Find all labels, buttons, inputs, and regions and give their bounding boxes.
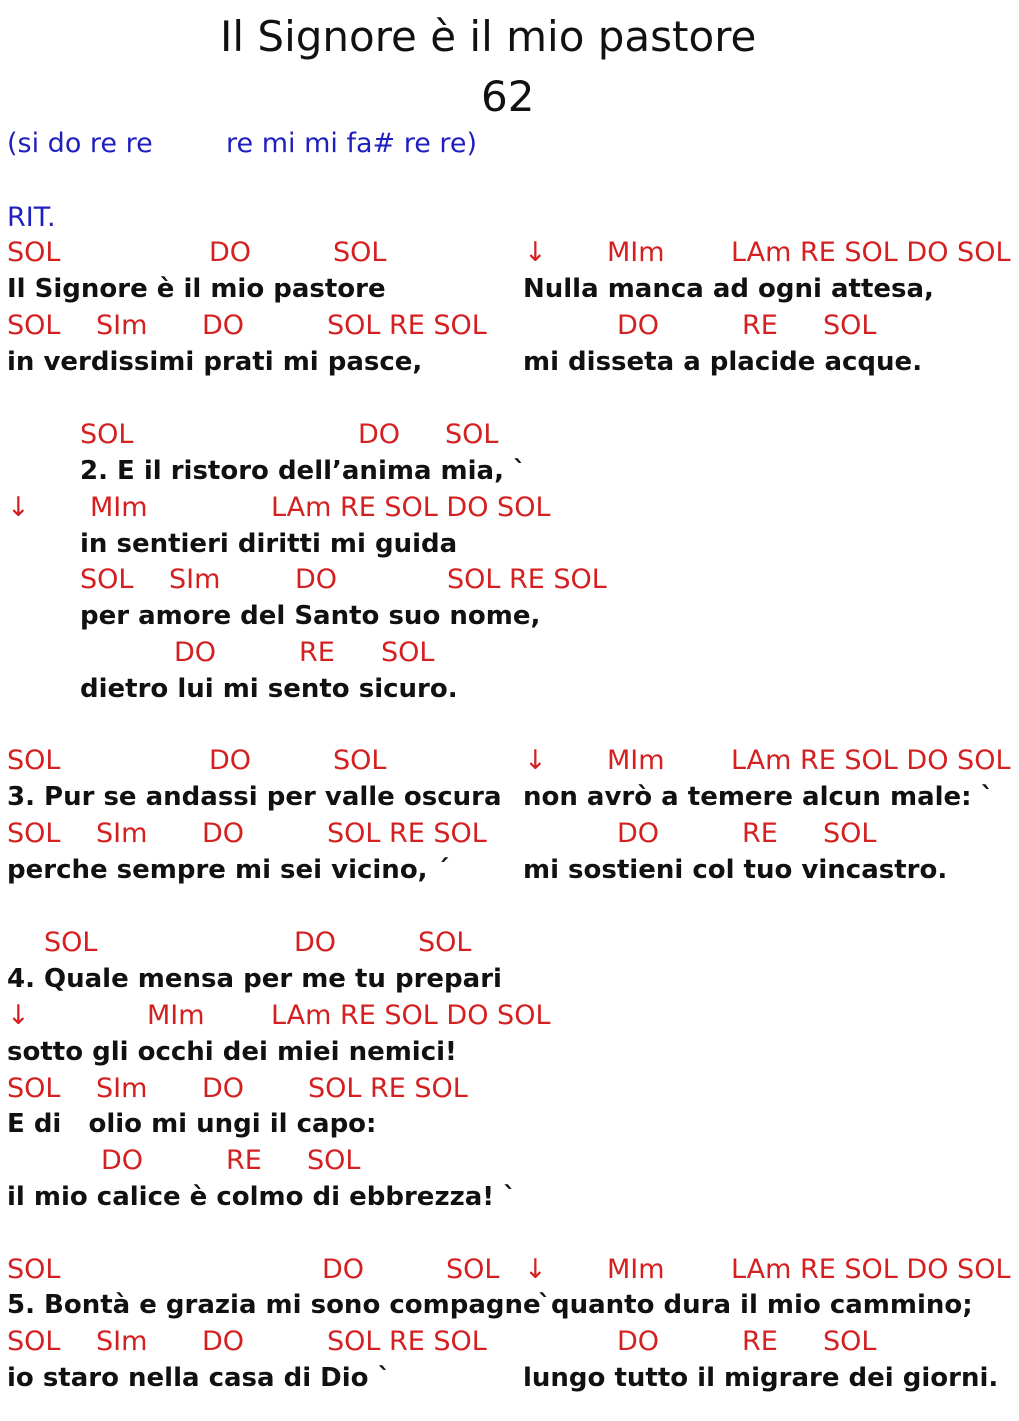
chord: DO bbox=[202, 818, 245, 849]
lyric-line: 5. Bontà e grazia mi sono compagne bbox=[7, 1290, 541, 1320]
chord: MIm bbox=[147, 1000, 205, 1031]
chord: MIm bbox=[607, 745, 665, 776]
lyric-line: lungo tutto il migrare dei giorni. bbox=[523, 1363, 999, 1393]
chord: DO bbox=[322, 1254, 365, 1285]
chord-sequence: SOL RE SOL bbox=[308, 1073, 468, 1104]
chord: RE bbox=[742, 818, 778, 849]
lyric-line: `quanto dura il mio cammino; bbox=[538, 1290, 973, 1320]
lyric-line: E di olio mi ungi il capo: bbox=[7, 1109, 377, 1139]
arrow-down-icon: ↓ bbox=[7, 1000, 30, 1031]
chord: SOL bbox=[7, 310, 61, 341]
melody-notes-left: (si do re re bbox=[7, 128, 153, 159]
chord: SOL bbox=[7, 1073, 61, 1104]
lyric-line: mi sostieni col tuo vincastro. bbox=[523, 855, 948, 885]
lyric-line: Nulla manca ad ogni attesa, bbox=[523, 274, 934, 304]
chord: SIm bbox=[96, 818, 148, 849]
chord-sequence: LAm RE SOL DO SOL bbox=[731, 237, 1011, 268]
chord-sequence: SOL RE SOL bbox=[327, 1326, 487, 1357]
arrow-down-icon: ↓ bbox=[7, 492, 30, 523]
chord: DO bbox=[295, 564, 338, 595]
chord: RE bbox=[742, 1326, 778, 1357]
chord-sequence: LAm RE SOL DO SOL bbox=[731, 1254, 1011, 1285]
chord: SOL bbox=[7, 237, 61, 268]
arrow-down-icon: ↓ bbox=[524, 745, 547, 776]
chord: SIm bbox=[96, 310, 148, 341]
lyric-line: Il Signore è il mio pastore bbox=[7, 274, 386, 304]
chord-sequence: LAm RE SOL DO SOL bbox=[271, 1000, 551, 1031]
chord: SOL bbox=[446, 1254, 500, 1285]
chord: SOL bbox=[80, 419, 134, 450]
lyric-line: 4. Quale mensa per me tu prepari bbox=[7, 964, 502, 994]
melody-notes-right: re mi mi fa# re re) bbox=[226, 128, 478, 159]
chord: SOL bbox=[445, 419, 499, 450]
chord: DO bbox=[174, 637, 217, 668]
arrow-down-icon: ↓ bbox=[524, 237, 547, 268]
chord: SOL bbox=[823, 1326, 877, 1357]
chord: RE bbox=[299, 637, 335, 668]
chord: SOL bbox=[333, 237, 387, 268]
chord: DO bbox=[209, 237, 252, 268]
lyric-line: il mio calice è colmo di ebbrezza! ` bbox=[7, 1182, 517, 1212]
chord: DO bbox=[617, 818, 660, 849]
chord: SOL bbox=[381, 637, 435, 668]
chord: DO bbox=[209, 745, 252, 776]
refrain-label: RIT. bbox=[7, 202, 56, 233]
lyric-line: in verdissimi prati mi pasce, bbox=[7, 347, 423, 377]
chord: DO bbox=[294, 927, 337, 958]
chord: SIm bbox=[169, 564, 221, 595]
chord: SOL bbox=[7, 1326, 61, 1357]
chord: DO bbox=[202, 1073, 245, 1104]
chord: SOL bbox=[7, 1254, 61, 1285]
chord: MIm bbox=[607, 1254, 665, 1285]
chord: SOL bbox=[823, 818, 877, 849]
chord: RE bbox=[742, 310, 778, 341]
chord: DO bbox=[358, 419, 401, 450]
chord: SOL bbox=[823, 310, 877, 341]
chord: DO bbox=[202, 310, 245, 341]
song-title: Il Signore è il mio pastore bbox=[220, 12, 757, 61]
lyric-line: io staro nella casa di Dio ` bbox=[7, 1363, 391, 1393]
chord: SOL bbox=[418, 927, 472, 958]
chord-sequence: LAm RE SOL DO SOL bbox=[271, 492, 551, 523]
lyric-line: non avrò a temere alcun male: ` bbox=[523, 782, 994, 812]
chord: SOL bbox=[7, 745, 61, 776]
chord: DO bbox=[202, 1326, 245, 1357]
chord: SOL bbox=[44, 927, 98, 958]
chord: RE bbox=[226, 1145, 262, 1176]
chord: SOL bbox=[7, 818, 61, 849]
chord: DO bbox=[617, 1326, 660, 1357]
chord: DO bbox=[101, 1145, 144, 1176]
song-number: 62 bbox=[481, 72, 535, 121]
lyric-line: in sentieri diritti mi guida bbox=[80, 529, 458, 559]
chord: MIm bbox=[90, 492, 148, 523]
chord: MIm bbox=[607, 237, 665, 268]
lyric-line: per amore del Santo suo nome, bbox=[80, 601, 541, 631]
lyric-line: dietro lui mi sento sicuro. bbox=[80, 674, 458, 704]
arrow-down-icon: ↓ bbox=[524, 1254, 547, 1285]
lyric-line: perche sempre mi sei vicino, ´ bbox=[7, 855, 450, 885]
chord: SOL bbox=[307, 1145, 361, 1176]
chord: SOL bbox=[333, 745, 387, 776]
lyric-line: 3. Pur se andassi per valle oscura bbox=[7, 782, 502, 812]
chord-sequence: SOL RE SOL bbox=[447, 564, 607, 595]
chord: SIm bbox=[96, 1326, 148, 1357]
chord-sequence: SOL RE SOL bbox=[327, 818, 487, 849]
chord: SOL bbox=[80, 564, 134, 595]
lyric-line: 2. E il ristoro dell’anima mia, ` bbox=[80, 456, 527, 486]
chord-sequence: SOL RE SOL bbox=[327, 310, 487, 341]
chord-sequence: LAm RE SOL DO SOL bbox=[731, 745, 1011, 776]
lyric-line: mi disseta a placide acque. bbox=[523, 347, 923, 377]
lyric-line: sotto gli occhi dei miei nemici! bbox=[7, 1037, 457, 1067]
chord: SIm bbox=[96, 1073, 148, 1104]
chord: DO bbox=[617, 310, 660, 341]
